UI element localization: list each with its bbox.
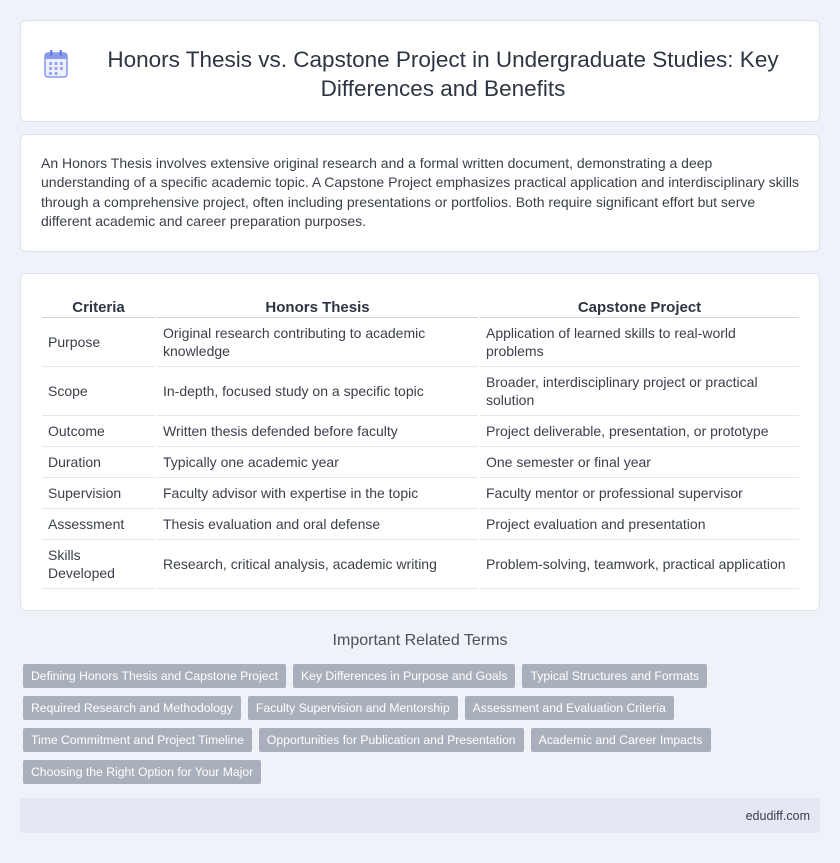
header-criteria: Criteria	[42, 294, 155, 318]
honors-thesis-cell: Research, critical analysis, academic writing	[157, 540, 478, 589]
related-term-tag[interactable]: Assessment and Evaluation Criteria	[465, 696, 674, 720]
related-term-tag[interactable]: Required Research and Methodology	[23, 696, 241, 720]
capstone-project-cell: Project deliverable, presentation, or prototype	[480, 416, 799, 447]
table-row	[42, 509, 799, 540]
table-row	[42, 447, 799, 478]
related-term-tag[interactable]: Faculty Supervision and Mentorship	[248, 696, 458, 720]
related-term-tag[interactable]: Opportunities for Publication and Presentation	[259, 728, 524, 752]
table-row	[42, 318, 799, 367]
footer-bar	[20, 798, 820, 833]
table-header-row	[42, 294, 799, 318]
related-term-tag[interactable]: Defining Honors Thesis and Capstone Project	[23, 664, 286, 688]
footer-site-link[interactable]: edudiff.com	[745, 809, 810, 823]
intro-paragraph: An Honors Thesis involves extensive original research and a formal written document, demonstrating a deep understanding of a specific academic topic. A Capstone Project emphasizes practical application and interdisciplinary skills through a comprehensive project, often including presentations or portfolios. Both require significant effort but serve different academic and career preparation purposes.	[41, 155, 799, 230]
honors-thesis-cell: In-depth, focused study on a specific topic	[157, 367, 478, 416]
calendar-icon	[43, 49, 69, 79]
related-term-tag[interactable]: Academic and Career Impacts	[531, 728, 711, 752]
criteria-cell: Duration	[42, 447, 155, 478]
capstone-project-cell: Broader, interdisciplinary project or practical solution	[480, 367, 799, 416]
comparison-table	[42, 294, 799, 589]
criteria-cell: Supervision	[42, 478, 155, 509]
capstone-project-cell: One semester or final year	[480, 447, 799, 478]
criteria-cell: Outcome	[42, 416, 155, 447]
capstone-project-cell: Faculty mentor or professional supervisor	[480, 478, 799, 509]
honors-thesis-cell: Typically one academic year	[157, 447, 478, 478]
honors-thesis-cell: Original research contributing to academic knowledge	[157, 318, 478, 367]
capstone-project-cell: Application of learned skills to real-world problems	[480, 318, 799, 367]
related-term-tag[interactable]: Time Commitment and Project Timeline	[23, 728, 252, 752]
intro-card	[20, 134, 820, 252]
honors-thesis-cell: Written thesis defended before faculty	[157, 416, 478, 447]
related-terms-title: Important Related Terms	[332, 632, 508, 649]
header-capstone-project: Capstone Project	[480, 294, 799, 318]
honors-thesis-cell: Thesis evaluation and oral defense	[157, 509, 478, 540]
criteria-cell: Assessment	[42, 509, 155, 540]
header-card	[20, 20, 820, 122]
table-row	[42, 540, 799, 589]
table-row	[42, 416, 799, 447]
table-row	[42, 367, 799, 416]
criteria-cell: Skills Developed	[42, 540, 155, 589]
honors-thesis-cell: Faculty advisor with expertise in the topic	[157, 478, 478, 509]
related-term-tag[interactable]: Key Differences in Purpose and Goals	[293, 664, 515, 688]
header-honors-thesis: Honors Thesis	[157, 294, 478, 318]
capstone-project-cell: Project evaluation and presentation	[480, 509, 799, 540]
related-term-tag[interactable]: Typical Structures and Formats	[522, 664, 707, 688]
related-terms-list	[23, 664, 783, 784]
comparison-card	[20, 273, 820, 611]
criteria-cell: Purpose	[42, 318, 155, 367]
capstone-project-cell: Problem-solving, teamwork, practical application	[480, 540, 799, 589]
page-title: Honors Thesis vs. Capstone Project in Undergraduate Studies: Key Differences and Benefits	[107, 47, 779, 101]
table-row	[42, 478, 799, 509]
criteria-cell: Scope	[42, 367, 155, 416]
related-term-tag[interactable]: Choosing the Right Option for Your Major	[23, 760, 261, 784]
